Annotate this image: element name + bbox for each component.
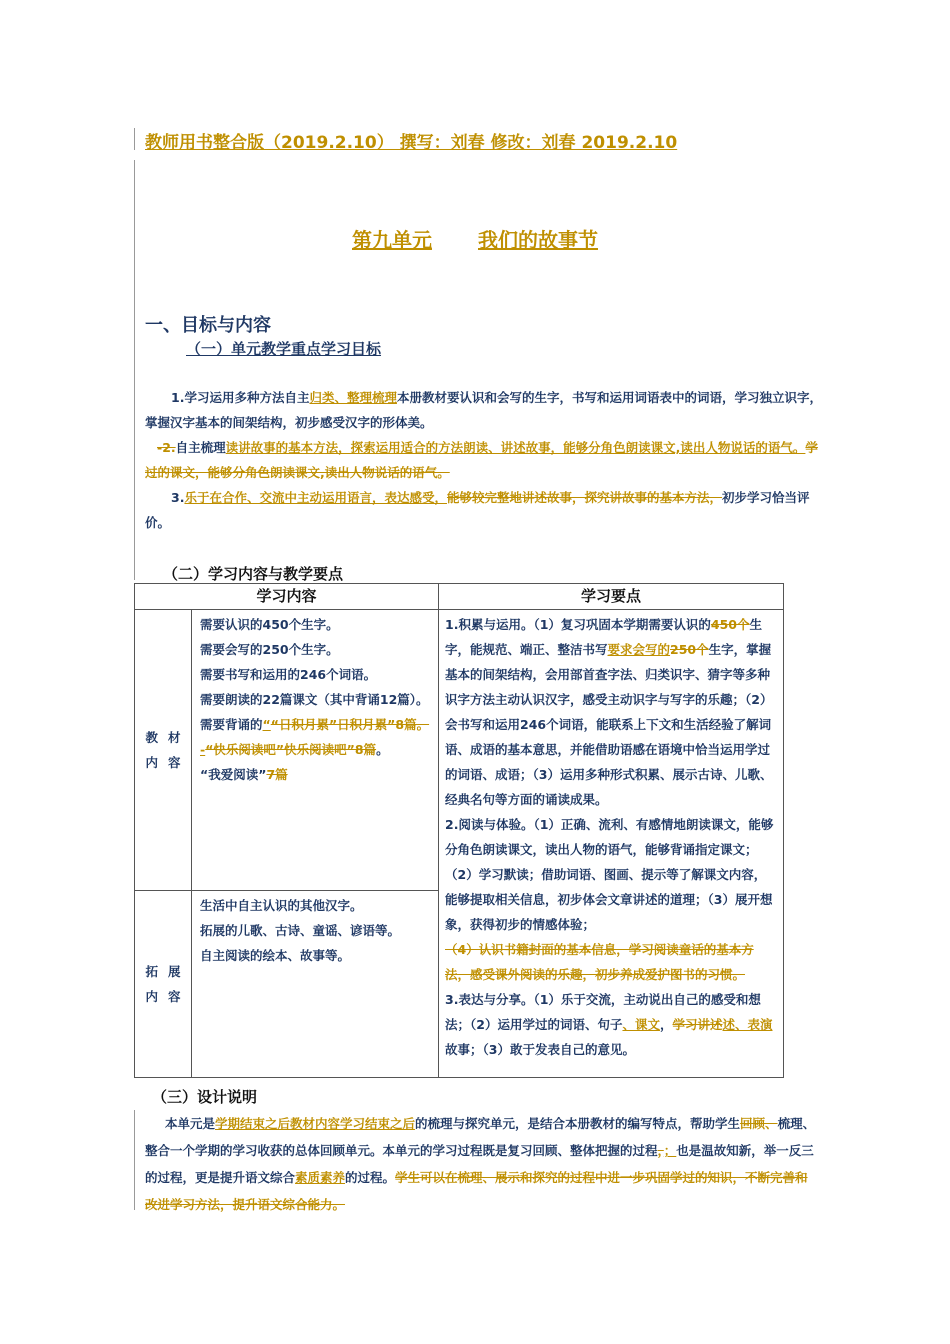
unit-name: 我们的故事节	[478, 228, 598, 252]
document-header: 教师用书整合版（2019.2.10） 撰写：刘春 修改：刘春 2019.2.10	[145, 133, 678, 153]
list-item: 生活中自主认识的其他汉字。	[200, 898, 363, 913]
subsection-heading-goals: （一）单元教学重点学习目标	[186, 340, 382, 358]
section-heading: 一、目标与内容	[145, 315, 271, 336]
inserted-text: 乐于在合作、交流中主动运用语言，表达感受，	[184, 490, 447, 505]
list-item: 需要会写的250个生字。	[200, 642, 339, 657]
list-item: 需要朗读的22篇课文（其中背诵12篇）。	[200, 692, 429, 707]
textbook-content-cell	[192, 610, 439, 891]
revision-bar	[134, 160, 135, 580]
design-paragraph: 本单元是学期结束之后教材内容学习结束之后的梳理与探究单元，是结合本册教材的编写特点，帮助学生回顾、梳理、整合一个学期的学习收获的总体回顾单元。本单元的学习过程既是复习回顾、整体把握的过程，；也是温故知新，举一反三的过程，更是提升语文综合素质素养的过程。学生可以在梳理、展示和探究的过程中进一步巩固学过的知识，不断完善和改进学习方法，提升语文综合能力。	[145, 1116, 816, 1212]
category-extension: 拓展内容	[135, 891, 192, 1078]
inserted-text: 归类、整理梳理	[309, 390, 397, 405]
inserted-text: 学期结束之后教材内容学习结束之后	[215, 1116, 416, 1131]
goal-paragraph-2: -2.自主梳理读讲故事的基本方法，探索运用适合的方法朗读、讲述故事，能够分角色朗读课文,读出人物说话的语气。学过的课文，能够分角色朗读课文,读出人物说话的语气。	[145, 440, 818, 480]
learning-points-cell	[439, 610, 784, 1078]
deleted-text: 回顾、	[740, 1116, 778, 1131]
point-reading: 2.阅读与体验。（1）正确、流利、有感情地朗读课文，能够分角色朗读课文，读出人物的语气，能够背诵指定课文；（2）学习默读；借助词语、图画、提示等了解课文内容，能够提取相关信息，初步体会文章讲述的道理；（3）展开想象，获得初步的情感体验；	[445, 817, 774, 932]
content-table	[134, 583, 784, 1078]
list-item: 需要书写和运用的246个词语。	[200, 667, 377, 682]
subsection-heading-design: （三）设计说明	[152, 1088, 258, 1106]
list-item: 需要认识的450个生字。	[200, 617, 339, 632]
list-item: 需要背诵的““日积月累”日积月累”8篇。	[200, 717, 430, 732]
extension-content-cell	[192, 891, 439, 1078]
table-header-points: 学习要点	[439, 584, 784, 610]
unit-number: 第九单元	[352, 228, 432, 252]
point-accumulation: 1.积累与运用。（1）复习巩固本学期需要认识的450个生字，能规范、端正、整洁书写要求会写的250个生字，掌握基本的间架结构，会用部首查字法、归类识字、猜字等多种识字方法主动认识汉字，感受主动识字与写字的乐趣；（2）会书写和运用246个词语，能联系上下文和生活经验了解词语、成语的基本意思，并能借助语感在语境中恰当运用学过的词语、成语；（3）运用多种形式积累、展示古诗、儿歌、经典名句等方面的诵读成果。	[445, 617, 773, 807]
list-item: 自主阅读的绘本、故事等。	[200, 948, 351, 963]
deleted-text: 能够较完整地讲述故事，探究讲故事的基本方法，	[446, 490, 722, 505]
deleted-text: 学过的课文，能够分角色朗读课文,读出人物说话的语气。	[145, 440, 818, 480]
table-header-content: 学习内容	[135, 584, 439, 610]
revision-bar	[134, 1110, 135, 1210]
point-deleted: （4）认识书籍封面的基本信息，学习阅读童话的基本方法，感受课外阅读的乐趣，初步养成爱护图书的习惯。	[445, 942, 754, 982]
list-item: 拓展的儿歌、古诗、童谣、谚语等。	[200, 923, 401, 938]
list-item: “我爱阅读”7篇	[200, 767, 288, 782]
point-expression: 3.表达与分享。（1）乐于交流，主动说出自己的感受和想法；（2）运用学过的词语、句子、课文，学习讲述述、表演故事；（3）敢于发表自己的意见。	[445, 992, 773, 1057]
list-item: -“快乐阅读吧”快乐阅读吧”8篇。	[200, 742, 389, 757]
goal-paragraph-3: 3.乐于在合作、交流中主动运用语言，表达感受，能够较完整地讲述故事，探究讲故事的基本方法，初步学习恰当评价。	[145, 490, 810, 530]
inserted-text: 素质素养	[295, 1170, 346, 1185]
deleted-text: 学生可以在梳理、展示和探究的过程中进一步巩固学过的知识，不断完善和改进学习方法，提升语文综合能力。	[145, 1170, 808, 1212]
category-textbook: 教材内容	[135, 610, 192, 891]
table-header-row	[135, 584, 784, 610]
table-row	[135, 610, 784, 891]
inserted-text: 读讲故事的基本方法，探索运用适合的方法朗读、讲述故事，能够分角色朗读课文,读出人物说话的语气。	[225, 440, 806, 455]
revision-bar	[134, 128, 135, 150]
goal-paragraph-1: 1.学习运用多种方法自主归类、整理梳理本册教材要认识和会写的生字，书写和运用词语表中的词语，学习独立识字，掌握汉字基本的间架结构，初步感受汉字的形体美。	[145, 390, 822, 430]
unit-title	[0, 224, 950, 253]
subsection-heading-content: （二）学习内容与教学要点	[163, 565, 344, 583]
